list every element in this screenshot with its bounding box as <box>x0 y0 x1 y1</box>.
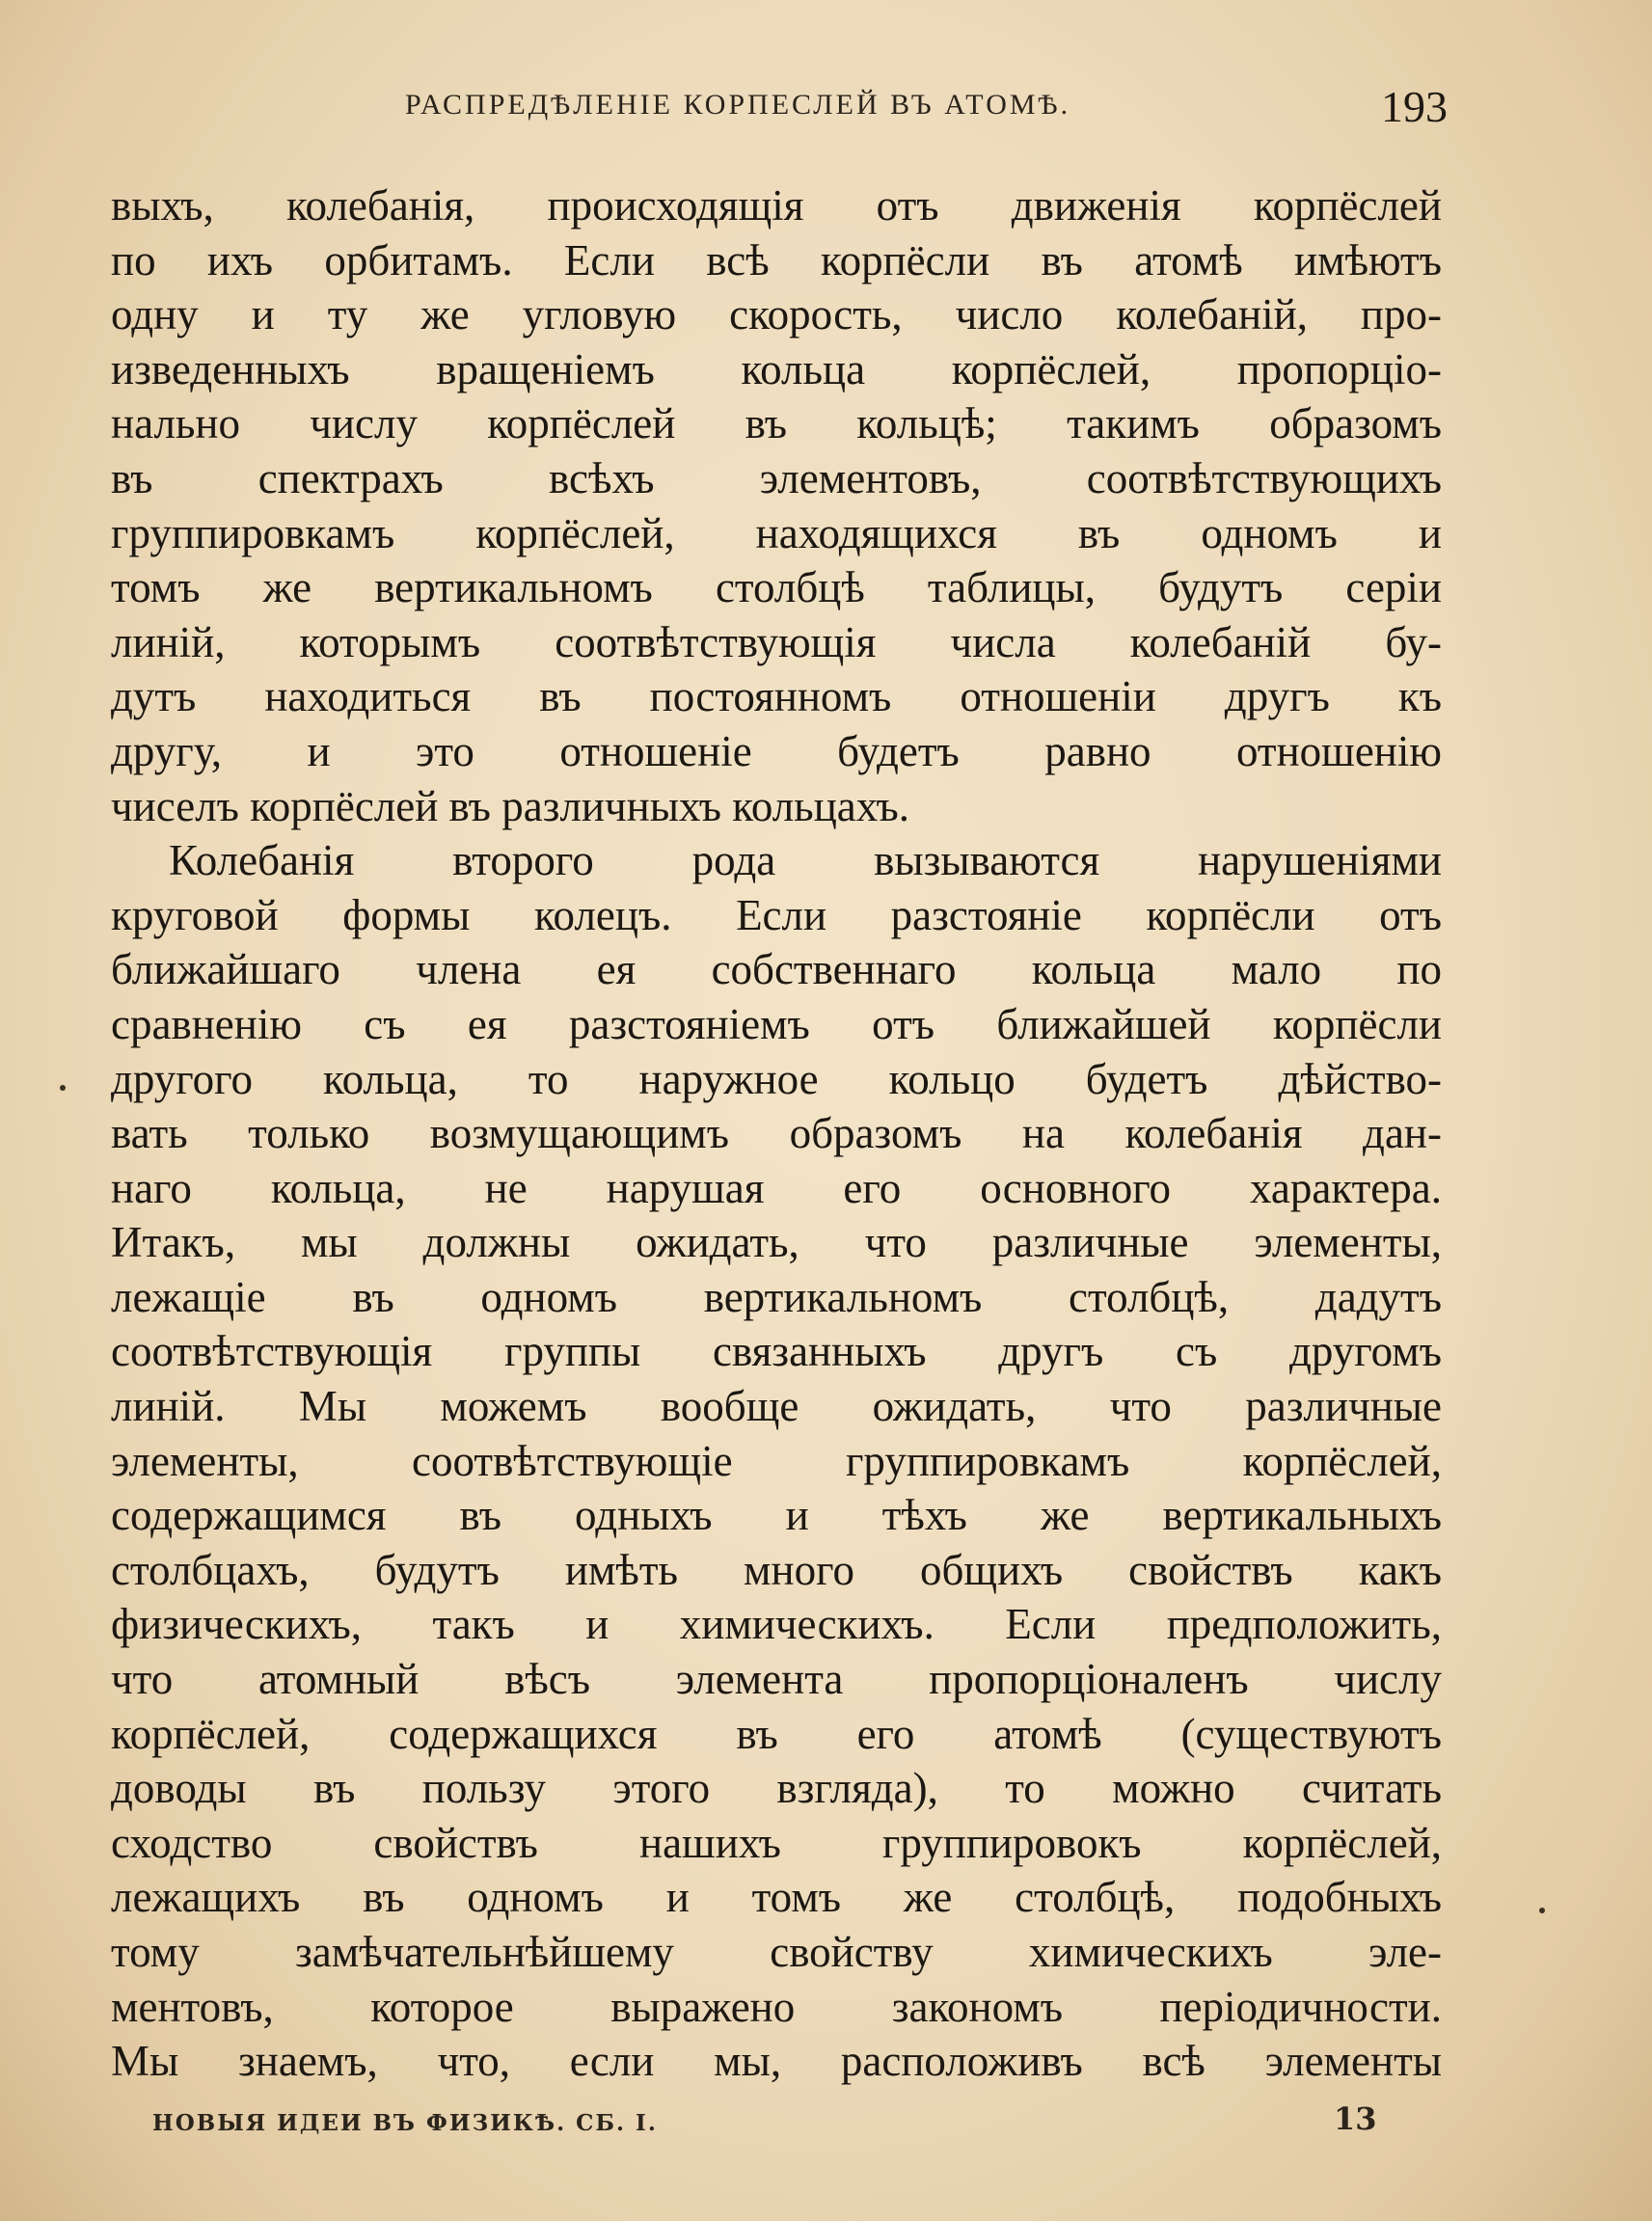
text-line: одну и ту же угловую скорость, число колебаній, про- <box>111 290 1442 339</box>
text-line: Мы знаемъ, что, если мы, расположивъ всѣ элементы <box>111 2037 1442 2086</box>
text-line: круговой формы колецъ. Если разстояніе корпёсли отъ <box>111 890 1442 939</box>
ink-speck <box>1539 1908 1545 1913</box>
running-title: РАСПРЕДѢЛЕНІЕ КОРПЕСЛЕЙ ВЪ АТОМѢ. <box>405 89 1071 121</box>
signature-mark: НОВЫЯ ИДЕИ ВЪ ФИЗИКѢ. СБ. I. <box>152 2110 658 2136</box>
text-line: другого кольца, то наружное кольцо будетъ дѣйство- <box>111 1054 1442 1103</box>
text-line: нально числу корпёслей въ кольцѣ; такимъ образомъ <box>111 399 1442 448</box>
text-line: лежащіе въ одномъ вертикальномъ столбцѣ, дадутъ <box>111 1272 1442 1321</box>
text-line: наго кольца, не нарушая его основного характера. <box>111 1163 1442 1212</box>
text-line: физическихъ, такъ и химическихъ. Если предположить, <box>111 1600 1442 1649</box>
text-line: выхъ, колебанія, происходящія отъ движенія корпёслей <box>111 181 1442 230</box>
paragraph-1 <box>111 178 1442 833</box>
ink-speck <box>60 1085 66 1091</box>
text-line: сравненію съ ея разстояніемъ отъ ближайшей корпёсли <box>111 999 1442 1048</box>
text-line: элементы, соотвѣтствующіе группировкамъ корпёслей, <box>111 1436 1442 1485</box>
paragraph-2 <box>111 833 1442 2089</box>
text-line: линій. Мы можемъ вообще ожидать, что различные <box>111 1382 1442 1431</box>
text-line: лежащихъ въ одномъ и томъ же столбцѣ, подобныхъ <box>111 1873 1442 1922</box>
text-line: столбцахъ, будутъ имѣть много общихъ свойствъ какъ <box>111 1545 1442 1594</box>
text-line: вать только возмущающимъ образомъ на колебанія дан- <box>111 1109 1442 1158</box>
text-line: группировкамъ корпёслей, находящихся въ одномъ и <box>111 508 1442 557</box>
text-line: линій, которымъ соотвѣтствующія числа колебаній бу- <box>111 617 1442 666</box>
text-line: чиселъ корпёслей въ различныхъ кольцахъ. <box>111 781 910 830</box>
text-line: тому замѣчательнѣйшему свойству химическихъ эле- <box>111 1928 1442 1976</box>
text-line: другу, и это отношеніе будетъ равно отношенію <box>111 726 1442 775</box>
text-line: въ спектрахъ всѣхъ элементовъ, соотвѣтствующихъ <box>111 453 1442 502</box>
text-line: сходство свойствъ нашихъ группировокъ корпёслей, <box>111 1818 1442 1867</box>
signature-number: 13 <box>1334 2100 1377 2137</box>
text-line: соотвѣтствующія группы связанныхъ другъ съ другомъ <box>111 1327 1442 1376</box>
text-line: содержащимся въ одныхъ и тѣхъ же вертикальныхъ <box>111 1491 1442 1540</box>
text-line: ближайшаго члена ея собственнаго кольца мало по <box>111 945 1442 994</box>
text-line: изведенныхъ вращеніемъ кольца корпёслей, пропорціо- <box>111 344 1442 393</box>
text-line: Колебанія второго рода вызываются нарушеніями <box>169 836 1442 885</box>
text-line: дутъ находиться въ постоянномъ отношеніи другъ къ <box>111 672 1442 721</box>
text-line: что атомный вѣсъ элемента пропорціоналенъ числу <box>111 1655 1442 1704</box>
body-text <box>111 178 1442 2089</box>
text-line: доводы въ пользу этого взгляда), то можно считать <box>111 1764 1442 1813</box>
text-line: корпёслей, содержащихся въ его атомѣ (существуютъ <box>111 1709 1442 1758</box>
text-line: Итакъ, мы должны ожидать, что различные элементы, <box>111 1218 1442 1267</box>
text-line: по ихъ орбитамъ. Если всѣ корпёсли въ атомѣ имѣютъ <box>111 235 1442 284</box>
page-number: 193 <box>1381 82 1448 131</box>
text-line: томъ же вертикальномъ столбцѣ таблицы, будутъ серіи <box>111 563 1442 612</box>
text-line: ментовъ, которое выражено закономъ періодичности. <box>111 1982 1442 2031</box>
